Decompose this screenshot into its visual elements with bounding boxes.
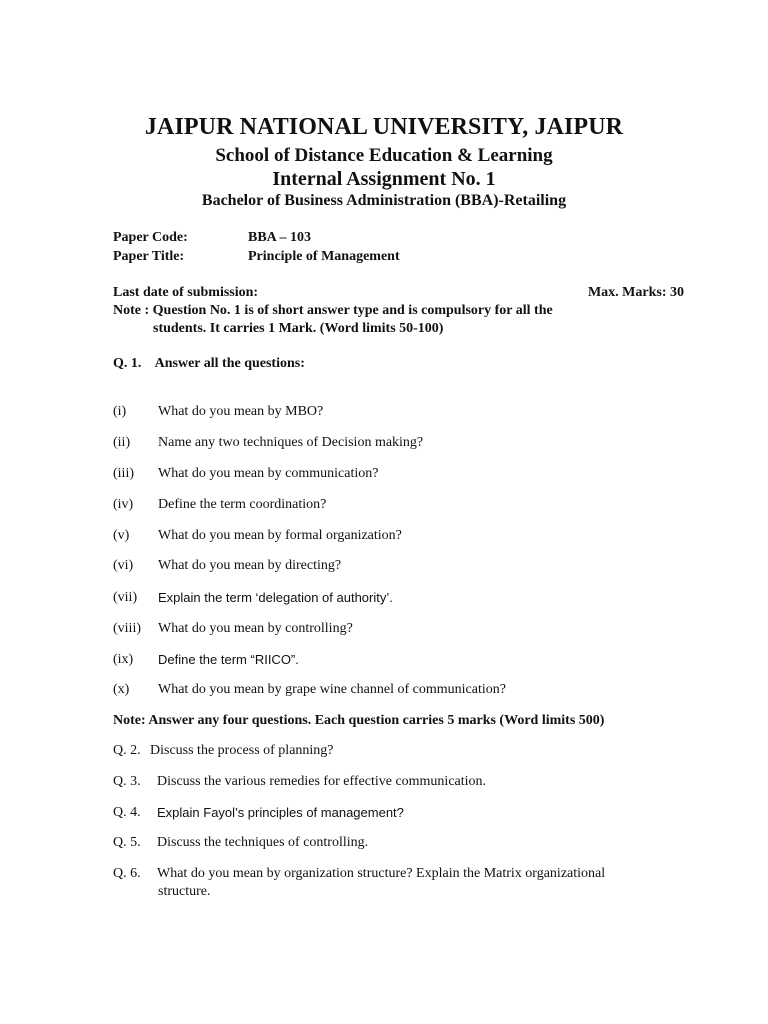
q1-item-text: What do you mean by formal organization?	[158, 528, 402, 543]
last-date-label: Last date of submission:	[113, 285, 259, 300]
q1-item-num: (i)	[113, 404, 127, 419]
school-title: School of Distance Education & Learning	[215, 145, 553, 166]
q1-item-num: (ix)	[113, 652, 134, 667]
q1-item-text: Explain the term ‘delegation of authority’.	[158, 590, 393, 605]
q1-item-text: What do you mean by MBO?	[158, 404, 324, 419]
q1-item-text: Name any two techniques of Decision making?	[158, 435, 424, 450]
q1-item-num: (vii)	[113, 590, 138, 605]
q1-item-text: What do you mean by grape wine channel of communication?	[158, 682, 506, 697]
question-text-continued: structure.	[158, 884, 211, 899]
q1-heading: Q. 1. Answer all the questions:	[113, 356, 305, 371]
q1-item-text: Define the term “RIICO”.	[158, 652, 299, 667]
assignment-title: Internal Assignment No. 1	[272, 168, 496, 190]
q1-item-text: What do you mean by communication?	[158, 466, 379, 481]
question-num: Q. 3.	[113, 774, 141, 789]
question-text: Discuss the various remedies for effective communication.	[157, 774, 487, 789]
question-text: Discuss the process of planning?	[150, 743, 334, 758]
question-num: Q. 4.	[113, 805, 141, 820]
paper-code-label: Paper Code:	[113, 230, 188, 245]
note-compulsory-line1: Note : Question No. 1 is of short answer type and is compulsory for all the	[113, 303, 553, 318]
q1-item-num: (x)	[113, 682, 130, 697]
question-num: Q. 6.	[113, 866, 141, 881]
q1-item-num: (v)	[113, 528, 130, 543]
paper-title-label: Paper Title:	[113, 249, 185, 264]
question-text: What do you mean by organization structure? Explain the Matrix organizational	[157, 866, 606, 881]
q1-item-num: (ii)	[113, 435, 131, 450]
q1-item-text: What do you mean by controlling?	[158, 621, 353, 636]
question-num: Q. 2.	[113, 743, 141, 758]
q1-item-num: (iv)	[113, 497, 134, 512]
q1-item-num: (vi)	[113, 558, 134, 573]
note-compulsory-line2: students. It carries 1 Mark. (Word limits 50-100)	[153, 321, 444, 336]
university-title: JAIPUR NATIONAL UNIVERSITY, JAIPUR	[144, 114, 624, 140]
paper-title-value: Principle of Management	[248, 249, 400, 264]
q1-item-num: (iii)	[113, 466, 134, 481]
question-num: Q. 5.	[113, 835, 141, 850]
question-text: Discuss the techniques of controlling.	[157, 835, 369, 850]
q1-item-text: What do you mean by directing?	[158, 558, 342, 573]
question-text: Explain Fayol’s principles of management?	[157, 805, 404, 820]
paper-code-value: BBA – 103	[248, 230, 312, 245]
max-marks: Max. Marks: 30	[587, 285, 684, 300]
program-title: Bachelor of Business Administration (BBA)-Retailing	[201, 192, 567, 209]
note-section-b: Note: Answer any four questions. Each question carries 5 marks (Word limits 500)	[113, 713, 605, 728]
q1-item-text: Define the term coordination?	[158, 497, 327, 512]
q1-item-num: (viii)	[113, 621, 141, 636]
